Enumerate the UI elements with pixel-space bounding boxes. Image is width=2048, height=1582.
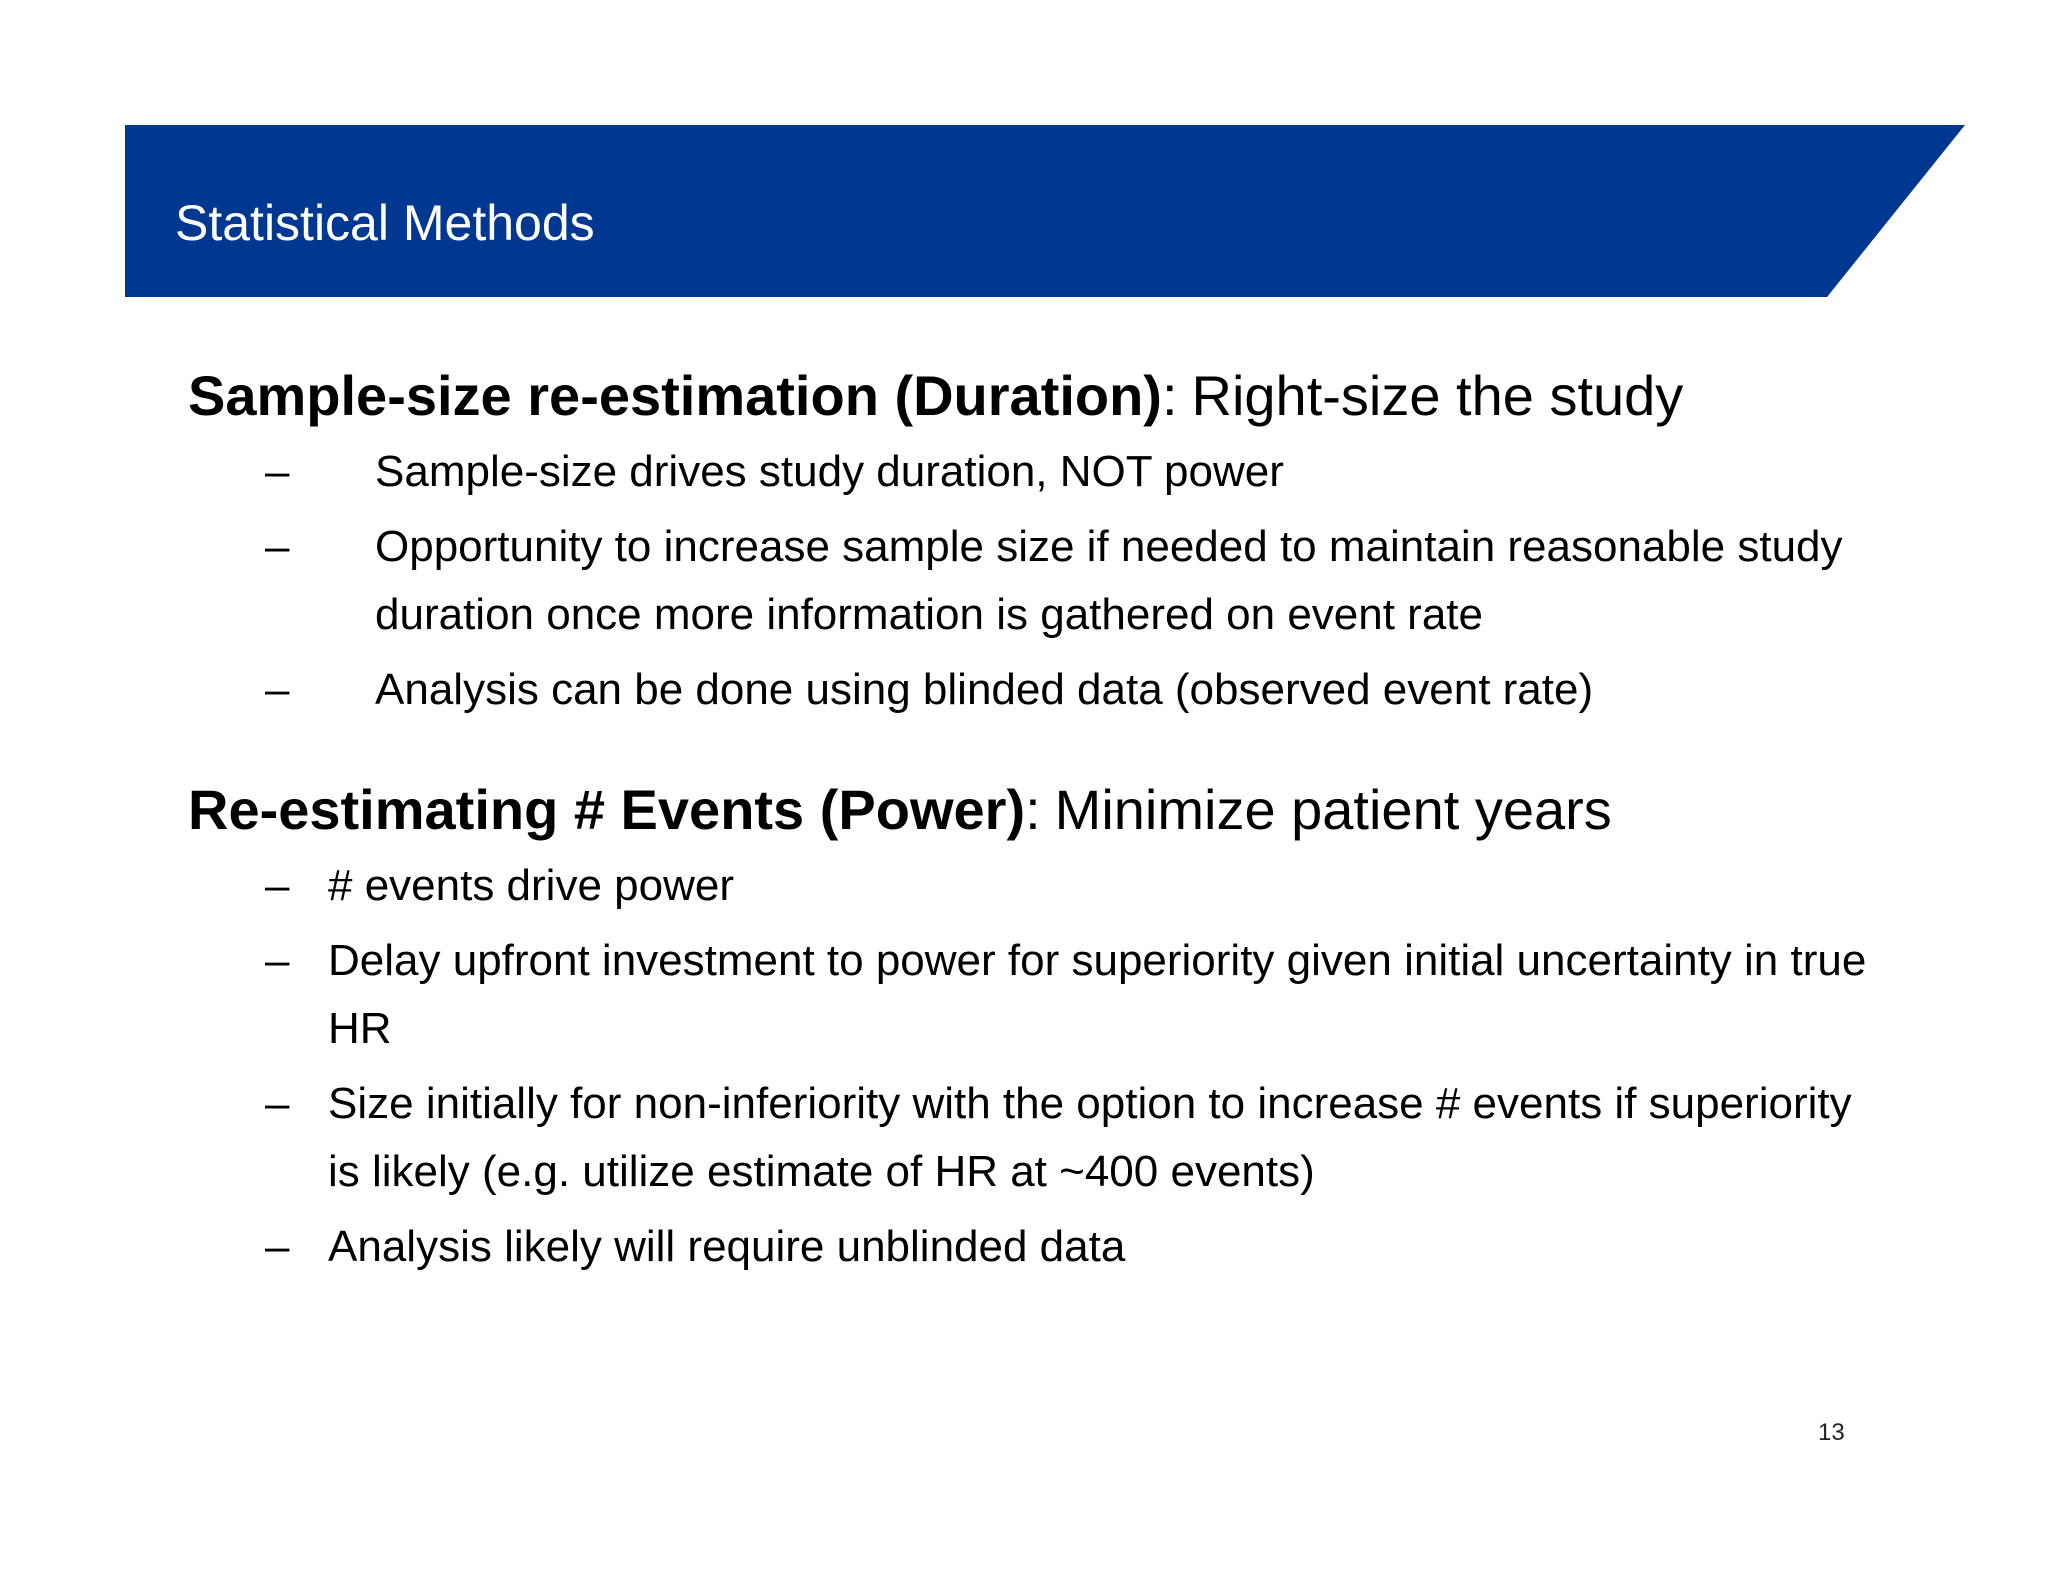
bullet-text: Analysis likely will require unblinded data [328, 1222, 1126, 1271]
dash-marker: – [265, 447, 290, 496]
list-item [188, 656, 1888, 724]
bullet-text: Size initially for non-inferiority with the option to increase # events if superiority is likely (e.g. utilize estimate of HR at ~400 events) [328, 1079, 1852, 1196]
section-heading [188, 776, 1888, 844]
section-heading-separator: : [1025, 778, 1041, 841]
dash-marker: – [265, 1079, 290, 1128]
list-item [188, 513, 1888, 649]
dash-marker: – [265, 665, 290, 714]
section-heading [188, 362, 1888, 430]
dash-marker: – [265, 1222, 290, 1271]
section-heading-separator: : [1161, 364, 1178, 427]
bullet-text: Delay upfront investment to power for superiority given initial uncertainty in true HR [328, 936, 1867, 1053]
bullet-text: # events drive power [328, 861, 734, 910]
section-heading-subtitle: Minimize patient years [1054, 778, 1612, 841]
section-heading-subtitle: Right-size the study [1191, 364, 1684, 427]
page-number: 13 [1818, 1419, 1845, 1446]
list-item [188, 1070, 1888, 1206]
bullet-text: Analysis can be done using blinded data (observed event rate) [375, 665, 1594, 714]
list-item [188, 852, 1888, 920]
list-item [188, 1213, 1888, 1281]
bullet-text: Opportunity to increase sample size if needed to maintain reasonable study duration once more information is gathered on event rate [375, 522, 1843, 639]
dash-marker: – [265, 861, 290, 910]
section-heading-bold: Sample-size re-estimation (Duration) [188, 364, 1162, 427]
slide-title: Statistical Methods [175, 195, 595, 251]
list-item [188, 438, 1888, 506]
section-sample-size [188, 362, 1888, 731]
section-heading-bold: Re-estimating # Events (Power) [188, 778, 1026, 841]
section-events [188, 776, 1888, 1288]
bullet-list [188, 438, 1888, 724]
list-item [188, 927, 1888, 1063]
dash-marker: – [265, 936, 290, 985]
dash-marker: – [265, 522, 290, 571]
bullet-list [188, 852, 1888, 1281]
title-banner [125, 125, 1965, 297]
bullet-text: Sample-size drives study duration, NOT power [375, 447, 1284, 496]
